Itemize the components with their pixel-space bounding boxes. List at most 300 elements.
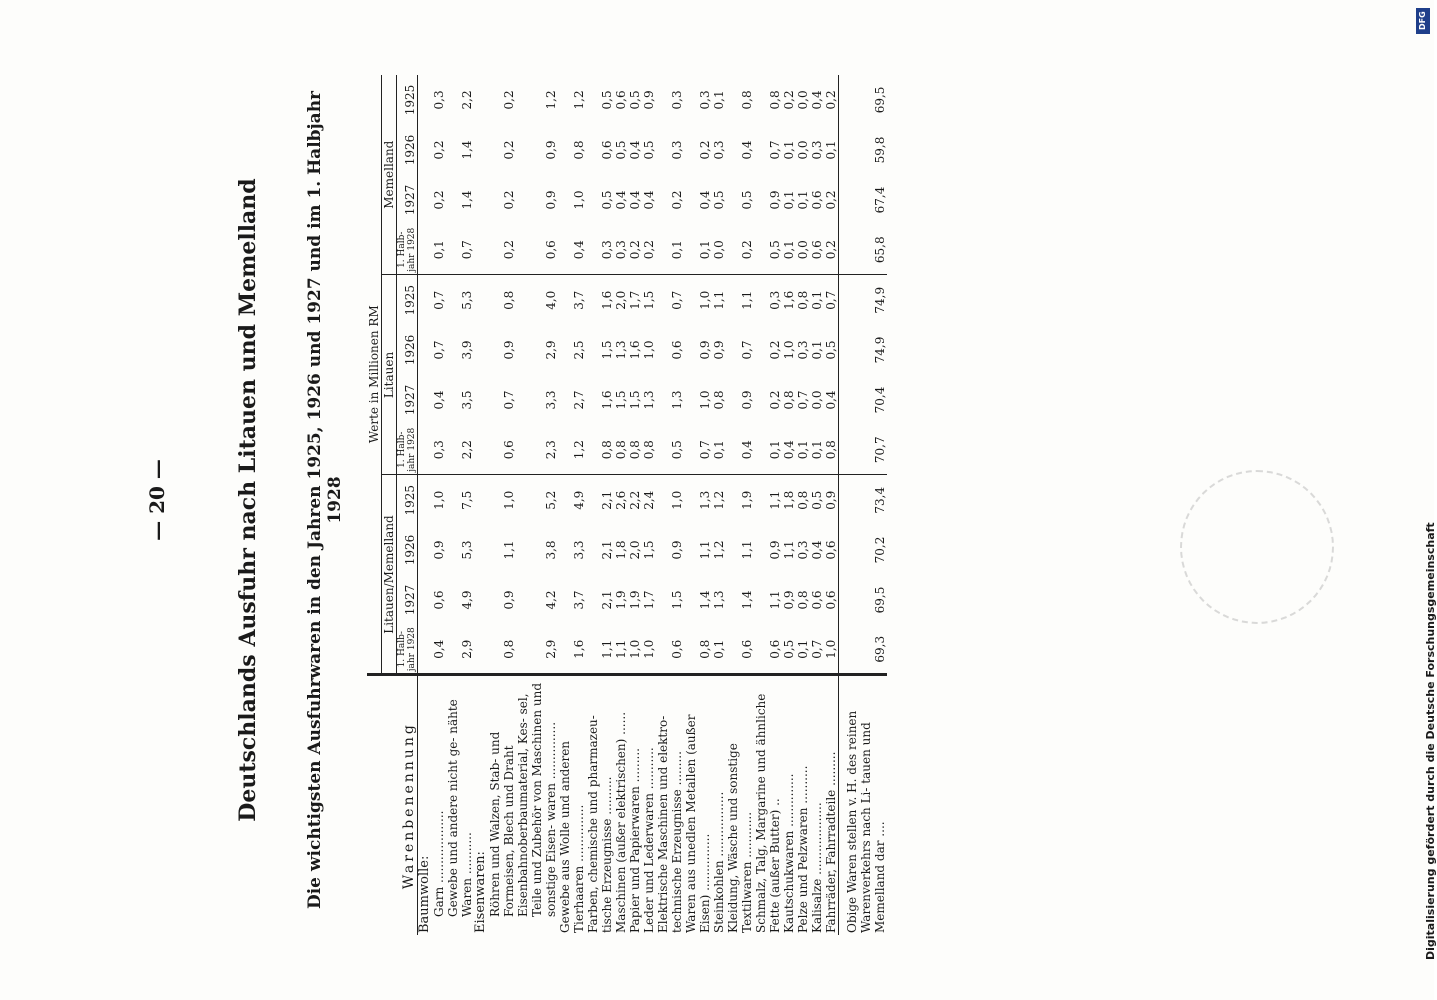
table-row — [628, 75, 642, 935]
value-cell — [418, 375, 433, 425]
value-cell: 0,4 — [782, 425, 796, 475]
value-cell: 0,1 — [782, 140, 796, 160]
value-cell: 0,3 — [768, 290, 782, 310]
value-cell: 1,5 — [670, 590, 684, 610]
value-cell: 1,1 — [502, 540, 516, 560]
value-cell: 0,2 — [488, 225, 516, 275]
year-header: 1926 — [397, 125, 418, 175]
value-cell: 0,2 — [502, 90, 516, 110]
value-cell: 0,2 — [768, 340, 782, 360]
value-cell: 0,3 — [796, 340, 810, 360]
row-label: Gewebe aus Wolle und anderen Tierhaaren ............... — [558, 675, 586, 935]
value-cell: 0,1 — [684, 225, 712, 275]
value-cell: 0,2 — [824, 225, 839, 275]
value-cell: 0,5 — [642, 140, 656, 160]
value-cell: 0,2 — [698, 140, 712, 160]
values-header: Werte in Millionen RM — [367, 75, 382, 675]
value-cell: 5,3 — [460, 290, 474, 310]
value-cell: 1,1 — [768, 490, 782, 510]
value-cell: 0,0 — [712, 225, 726, 275]
value-cell: 0,9 — [768, 190, 782, 210]
year-header: 1. Halb-jahr 1928 — [397, 425, 418, 475]
value-cell — [474, 625, 488, 675]
value-cell: 0,2 — [726, 225, 754, 275]
value-cell: 0,5 — [712, 190, 726, 210]
value-cell: 3,3 — [572, 540, 586, 560]
value-cell: 2,6 — [614, 490, 628, 510]
year-header: 1926 — [397, 325, 418, 375]
value-cell: 1,8 — [614, 540, 628, 560]
year-header: 1927 — [397, 175, 418, 225]
value-cell: 4,9 — [460, 590, 474, 610]
value-cell: 1,0 — [670, 490, 684, 510]
table-row — [796, 75, 810, 935]
value-cell: 0,5 — [600, 190, 614, 210]
value-cell: 1,9 — [628, 590, 642, 610]
value-cell: 0,9 — [782, 590, 796, 610]
row-label: Schmalz, Talg, Margarine und ähnliche Fette (außer Butter) .. — [754, 675, 782, 935]
value-cell: 0,8 — [712, 390, 726, 410]
value-cell: 0,9 — [544, 140, 558, 160]
value-cell: 0,0 — [796, 90, 810, 110]
value-cell: 0,9 — [502, 340, 516, 360]
value-cell: 0,3 — [432, 425, 446, 475]
value-cell — [418, 425, 433, 475]
value-cell: 0,5 — [810, 490, 824, 510]
value-cell: 1,0 — [698, 290, 712, 310]
value-cell: 0,4 — [810, 540, 824, 560]
value-cell: 0,2 — [824, 190, 838, 210]
value-cell — [474, 175, 488, 225]
row-label: Kautschukwaren .............. — [782, 675, 796, 935]
value-cell: 0,3 — [670, 90, 684, 110]
value-cell: 2,1 — [600, 490, 614, 510]
value-cell: 0,1 — [824, 140, 838, 160]
value-cell: 0,1 — [656, 225, 684, 275]
table-row — [418, 75, 433, 935]
value-cell: 1,1 — [782, 540, 796, 560]
value-cell: 0,7 — [796, 390, 810, 410]
value-cell: 1,8 — [782, 490, 796, 510]
value-cell: 0,9 — [768, 540, 782, 560]
value-cell: 0,8 — [502, 290, 516, 310]
value-cell: 1,1 — [712, 290, 726, 310]
table-row — [558, 75, 586, 935]
row-label: Steinkohlen ................. — [712, 675, 726, 935]
value-cell: 1,0 — [502, 490, 516, 510]
row-label: Papier und Papierwaren ......... — [628, 675, 642, 935]
row-label: Eisenwaren: — [474, 675, 488, 935]
year-header: 1925 — [397, 75, 418, 125]
value-cell: 0,6 — [600, 140, 614, 160]
value-cell: 0,3 — [796, 540, 810, 560]
value-cell: 2,9 — [460, 639, 474, 659]
value-cell: 0,7 — [502, 390, 516, 410]
value-cell — [474, 575, 488, 625]
value-cell: 3,9 — [460, 340, 474, 360]
value-cell: 0,2 — [502, 190, 516, 210]
table-row — [474, 75, 488, 935]
value-cell: 1,6 — [782, 290, 796, 310]
value-cell: 2,2 — [460, 90, 474, 110]
row-label: Leder und Lederwaren ........... — [642, 675, 656, 935]
value-cell: 1,5 — [614, 390, 628, 410]
value-cell — [474, 475, 488, 525]
value-cell: 0,6 — [740, 639, 754, 659]
value-cell: 0,2 — [432, 190, 446, 210]
value-cell: 69,5 — [839, 75, 888, 125]
value-cell: 0,3 — [670, 140, 684, 160]
value-cell: 0,7 — [432, 340, 446, 360]
value-cell: 1,2 — [544, 90, 558, 110]
value-cell: 0,6 — [768, 639, 782, 659]
value-cell: 0,9 — [502, 590, 516, 610]
value-cell: 1,5 — [628, 390, 642, 410]
value-cell: 5,2 — [544, 490, 558, 510]
value-cell: 1,6 — [600, 390, 614, 410]
value-cell: 1,3 — [670, 390, 684, 410]
value-cell: 0,7 — [824, 290, 838, 310]
value-cell: 1,3 — [712, 590, 726, 610]
value-cell: 1,6 — [628, 340, 642, 360]
value-cell: 0,4 — [824, 390, 838, 410]
value-cell: 3,3 — [544, 390, 558, 410]
value-cell: 0,5 — [824, 340, 838, 360]
value-cell: 1,0 — [642, 639, 656, 659]
value-cell: 2,5 — [572, 340, 586, 360]
value-cell — [418, 275, 433, 325]
value-cell: 0,8 — [572, 140, 586, 160]
value-cell: 3,7 — [572, 590, 586, 610]
value-cell: 70,2 — [839, 525, 888, 575]
value-cell: 0,8 — [740, 90, 754, 110]
value-cell: 0,2 — [824, 90, 838, 110]
value-cell — [418, 225, 433, 275]
value-cell — [418, 575, 433, 625]
value-cell: 0,7 — [768, 140, 782, 160]
value-cell: 0,0 — [810, 390, 824, 410]
row-label: Maschinen (außer elektrischen) ...... — [614, 675, 628, 935]
value-cell: 74,9 — [839, 275, 888, 325]
value-cell: 0,6 — [810, 590, 824, 610]
value-cell: 0,7 — [740, 340, 754, 360]
value-cell: 0,2 — [768, 390, 782, 410]
value-cell — [418, 475, 433, 525]
value-cell: 0,1 — [782, 225, 796, 275]
value-cell: 2,0 — [614, 290, 628, 310]
value-cell: 0,2 — [782, 90, 796, 110]
year-header: 1926 — [397, 525, 418, 575]
value-cell: 0,9 — [670, 540, 684, 560]
value-cell — [418, 325, 433, 375]
year-header: 1925 — [397, 475, 418, 525]
year-header: 1927 — [397, 375, 418, 425]
value-cell: 1,4 — [460, 140, 474, 160]
value-cell: 1,1 — [740, 290, 754, 310]
value-cell: 1,0 — [572, 190, 586, 210]
value-cell: 0,6 — [516, 225, 558, 275]
value-cell: 0,2 — [432, 140, 446, 160]
row-label: Pelze und Pelzwaren .......... — [796, 675, 810, 935]
value-cell: 0,0 — [796, 225, 810, 275]
value-cell — [474, 75, 488, 125]
value-cell: 70,4 — [839, 375, 888, 425]
value-cell: 2,9 — [544, 340, 558, 360]
value-cell: 0,3 — [712, 140, 726, 160]
value-cell: 0,9 — [544, 190, 558, 210]
value-cell: 0,8 — [586, 425, 614, 475]
value-cell — [474, 225, 488, 275]
value-cell: 69,5 — [839, 575, 888, 625]
table-row — [810, 75, 824, 935]
value-cell: 0,8 — [796, 290, 810, 310]
value-cell — [418, 175, 433, 225]
value-cell: 1,5 — [642, 540, 656, 560]
value-cell: 1,2 — [558, 425, 586, 475]
value-cell: 2,2 — [628, 490, 642, 510]
row-label: Fahrräder, Fahrradteile ......... — [824, 675, 839, 935]
table-row — [782, 75, 796, 935]
value-cell: 0,8 — [628, 425, 642, 475]
value-cell: 0,2 — [628, 225, 642, 275]
table-row — [446, 75, 474, 935]
table-title: Die wichtigsten Ausfuhrwaren in den Jahren 1925, 1926 und 1927 und im 1. Halbjahr 1928 — [305, 90, 345, 910]
value-cell: 2,1 — [600, 540, 614, 560]
value-cell: 0,2 — [642, 225, 656, 275]
value-cell: 0,3 — [698, 90, 712, 110]
year-header: 1. Halb-jahr 1928 — [397, 625, 418, 675]
value-cell: 2,2 — [446, 425, 474, 475]
value-cell: 0,1 — [712, 90, 726, 110]
rotated-page-content — [145, 65, 1295, 935]
value-cell: 0,1 — [754, 425, 782, 475]
table-row — [586, 75, 614, 935]
value-cell: 1,0 — [782, 340, 796, 360]
value-cell — [418, 625, 433, 675]
value-cell: 1,2 — [712, 540, 726, 560]
value-cell: 0,8 — [824, 425, 839, 475]
row-label: Elektrische Maschinen und elektro- technische Erzeugnisse ......... — [656, 675, 684, 935]
value-cell: 0,4 — [628, 140, 642, 160]
value-cell: 0,4 — [740, 140, 754, 160]
value-cell: 0,6 — [824, 540, 838, 560]
value-cell: 0,8 — [768, 90, 782, 110]
value-cell: 7,5 — [460, 490, 474, 510]
table-row — [656, 75, 684, 935]
value-cell: 0,5 — [740, 190, 754, 210]
value-cell — [474, 425, 488, 475]
value-cell: 0,9 — [740, 390, 754, 410]
value-cell: 0,4 — [432, 639, 446, 659]
value-cell: 0,8 — [698, 639, 712, 659]
page-title: Deutschlands Ausfuhr nach Litauen und Memelland — [235, 178, 261, 822]
table-body — [418, 75, 888, 935]
value-cell: 0,5 — [614, 140, 628, 160]
value-cell: 59,8 — [839, 125, 888, 175]
value-cell: 0,4 — [642, 190, 656, 210]
table-row — [839, 75, 888, 935]
value-cell: 69,3 — [839, 625, 888, 675]
value-cell — [418, 525, 433, 575]
value-cell — [418, 125, 433, 175]
value-cell: 0,5 — [628, 90, 642, 110]
goods-column-header: Warenbenennung — [367, 675, 418, 935]
value-cell: 1,3 — [642, 390, 656, 410]
group-header-litauen-memelland: Litauen/Memelland — [382, 475, 397, 675]
value-cell: 0,6 — [432, 590, 446, 610]
value-cell: 0,6 — [614, 90, 628, 110]
value-cell — [474, 375, 488, 425]
row-label: Waren aus unedlen Metallen (außer Eisen) ............... — [684, 675, 712, 935]
value-cell: 1,0 — [642, 340, 656, 360]
value-cell: 0,3 — [614, 225, 628, 275]
value-cell: 1,1 — [600, 639, 614, 659]
value-cell — [474, 325, 488, 375]
value-cell: 1,5 — [642, 290, 656, 310]
value-cell: 0,2 — [670, 190, 684, 210]
value-cell: 0,8 — [796, 590, 810, 610]
table-row — [712, 75, 726, 935]
value-cell: 0,5 — [754, 225, 782, 275]
value-cell: 0,4 — [628, 190, 642, 210]
value-cell — [474, 125, 488, 175]
value-cell: 74,9 — [839, 325, 888, 375]
value-cell: 0,3 — [810, 140, 824, 160]
value-cell — [474, 275, 488, 325]
value-cell: 0,8 — [614, 425, 628, 475]
value-cell: 4,0 — [544, 290, 558, 310]
row-label: Garn ................... — [432, 675, 446, 935]
value-cell: 0,4 — [810, 90, 824, 110]
value-cell: 0,4 — [432, 390, 446, 410]
value-cell: 0,1 — [712, 639, 726, 659]
row-label: Farben, chemische und pharmazeu- tische Erzeugnisse .......... — [586, 675, 614, 935]
value-cell: 0,9 — [432, 540, 446, 560]
page-number: — 20 — — [145, 459, 169, 541]
value-cell: 0,4 — [614, 190, 628, 210]
value-cell: 0,1 — [796, 639, 810, 659]
value-cell: 1,4 — [460, 190, 474, 210]
value-cell — [474, 525, 488, 575]
value-cell: 0,0 — [796, 140, 810, 160]
export-table — [367, 75, 887, 935]
row-label: Gewebe und andere nicht ge- nähte Waren ........... — [446, 675, 474, 935]
value-cell: 0,6 — [824, 590, 838, 610]
value-cell: 0,1 — [712, 425, 726, 475]
value-cell: 2,1 — [600, 590, 614, 610]
table-row — [614, 75, 628, 935]
value-cell: 2,9 — [544, 639, 558, 659]
dfg-logo: DFG — [1416, 8, 1430, 34]
table-row — [684, 75, 712, 935]
value-cell: 0,1 — [432, 225, 446, 275]
value-cell: 0,8 — [796, 490, 810, 510]
value-cell: 0,1 — [796, 190, 810, 210]
value-cell: 1,5 — [600, 340, 614, 360]
value-cell: 0,7 — [684, 425, 712, 475]
value-cell: 1,1 — [614, 639, 628, 659]
value-cell: 0,1 — [810, 425, 824, 475]
value-cell: 1,0 — [824, 639, 838, 659]
value-cell: 0,6 — [670, 639, 684, 659]
value-cell: 1,6 — [600, 290, 614, 310]
value-cell: 0,2 — [502, 140, 516, 160]
value-cell: 2,3 — [516, 425, 558, 475]
row-label: Eisenbahnoberbaumaterial, Kes- sel, Teile und Zubehör von Maschinen und sonstige Eisen- waren ............... — [516, 675, 558, 935]
value-cell: 0,9 — [642, 90, 656, 110]
table-row — [824, 75, 839, 935]
value-cell: 0,3 — [432, 90, 446, 110]
value-cell: 65,8 — [839, 225, 888, 275]
value-cell — [418, 75, 433, 125]
value-cell: 0,9 — [698, 340, 712, 360]
value-cell: 1,1 — [698, 540, 712, 560]
value-cell: 67,4 — [839, 175, 888, 225]
value-cell: 0,1 — [782, 190, 796, 210]
side-note — [1410, 20, 1437, 980]
value-cell: 0,6 — [670, 340, 684, 360]
group-header-memelland: Memelland — [382, 75, 397, 275]
year-header: 1927 — [397, 575, 418, 625]
row-label: Obige Waren stellen v. H. des reinen Warenverkehrs nach Li- tauen und Memelland dar .... — [839, 675, 888, 935]
value-cell: 0,6 — [810, 225, 824, 275]
value-cell: 0,9 — [712, 340, 726, 360]
value-cell: 2,0 — [628, 540, 642, 560]
value-cell: 0,4 — [558, 225, 586, 275]
side-note-text: Digitalisierung gefördert durch die Deutsche Forschungsgemeinschaft — [1424, 522, 1437, 960]
value-cell: 0,1 — [796, 425, 810, 475]
value-cell: 1,0 — [628, 639, 642, 659]
value-cell: 1,6 — [572, 639, 586, 659]
value-cell: 1,2 — [572, 90, 586, 110]
value-cell: 1,3 — [614, 340, 628, 360]
value-cell: 0,8 — [502, 639, 516, 659]
value-cell: 70,7 — [839, 425, 888, 475]
table-row — [516, 75, 558, 935]
table-row — [432, 75, 446, 935]
value-cell: 3,8 — [544, 540, 558, 560]
row-label: Röhren und Walzen, Stab- und Formeisen, Blech und Draht — [488, 675, 516, 935]
row-label: Baumwolle: — [418, 675, 433, 935]
value-cell: 0,8 — [782, 390, 796, 410]
value-cell: 0,5 — [600, 90, 614, 110]
value-cell: 3,5 — [460, 390, 474, 410]
value-cell: 1,4 — [698, 590, 712, 610]
value-cell: 0,3 — [586, 225, 614, 275]
value-cell: 0,6 — [488, 425, 516, 475]
value-cell: 0,7 — [810, 639, 824, 659]
table-row — [726, 75, 754, 935]
value-cell: 0,4 — [726, 425, 754, 475]
value-cell: 1,4 — [740, 590, 754, 610]
value-cell: 1,0 — [432, 490, 446, 510]
value-cell: 1,0 — [698, 390, 712, 410]
value-cell: 1,2 — [712, 490, 726, 510]
value-cell: 0,7 — [446, 225, 474, 275]
group-header-litauen: Litauen — [382, 275, 397, 475]
value-cell: 0,4 — [698, 190, 712, 210]
value-cell: 1,3 — [698, 490, 712, 510]
value-cell: 1,1 — [768, 590, 782, 610]
value-cell: 0,1 — [810, 290, 824, 310]
value-cell: 73,4 — [839, 475, 888, 525]
value-cell: 3,7 — [572, 290, 586, 310]
value-cell: 1,1 — [740, 540, 754, 560]
value-cell: 0,1 — [810, 340, 824, 360]
value-cell: 2,7 — [572, 390, 586, 410]
value-cell: 1,9 — [614, 590, 628, 610]
value-cell: 0,5 — [656, 425, 684, 475]
